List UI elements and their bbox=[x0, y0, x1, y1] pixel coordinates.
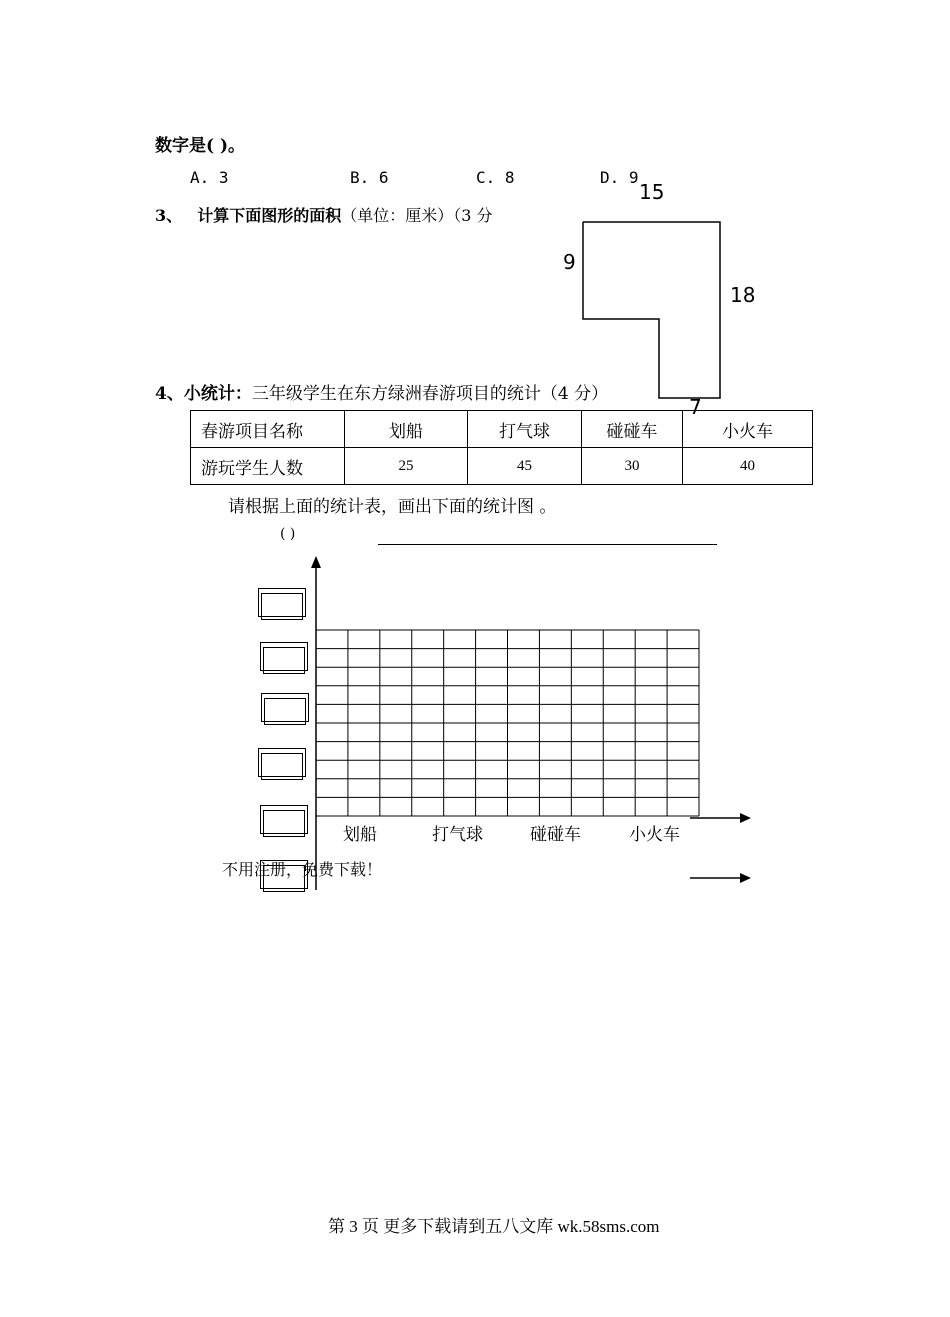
watermark-text: 不用注册，免费下载！ bbox=[222, 860, 383, 879]
table-cell: 45 bbox=[468, 448, 582, 485]
q2-tail: 数字是( )。 bbox=[155, 136, 246, 156]
category-label: 打气球 bbox=[432, 825, 483, 845]
dim-right: 18 bbox=[730, 283, 756, 307]
q4-title: 4、小统计： bbox=[155, 384, 252, 404]
y-label-box bbox=[260, 805, 308, 834]
page-footer: 第 3 页 更多下载请到五八文库 wk.58sms.com bbox=[328, 1217, 660, 1236]
table-cell: 打气球 bbox=[468, 411, 582, 448]
chart-title-paren: ( ) bbox=[280, 526, 296, 542]
q4-text: 三年级学生在东方绿洲春游项目的统计（4 分） bbox=[251, 384, 609, 404]
dim-left: 9 bbox=[563, 250, 576, 274]
q4-instruction: 请根据上面的统计表，画出下面的统计图 。 bbox=[228, 497, 557, 517]
y-label-box bbox=[258, 748, 306, 777]
y-label-box bbox=[260, 642, 308, 671]
y-label-box bbox=[261, 693, 309, 722]
dim-top: 15 bbox=[639, 180, 665, 204]
q2-option-a: A. 3 bbox=[190, 168, 229, 187]
table-cell: 30 bbox=[582, 448, 683, 485]
table-cell: 小火车 bbox=[683, 411, 813, 448]
dim-bottom: 7 bbox=[689, 395, 702, 419]
q2-option-b: B. 6 bbox=[350, 168, 389, 187]
table-cell: 游玩学生人数 bbox=[191, 448, 345, 485]
table-cell: 25 bbox=[345, 448, 468, 485]
table-cell: 划船 bbox=[345, 411, 468, 448]
table-cell: 春游项目名称 bbox=[191, 411, 345, 448]
category-label: 小火车 bbox=[629, 825, 680, 845]
q3-rest-text: （单位：厘米）（3 分 bbox=[341, 206, 493, 225]
q2-option-d: D. 9 bbox=[600, 168, 639, 187]
table-cell: 40 bbox=[683, 448, 813, 485]
category-label: 划船 bbox=[343, 825, 377, 845]
q3-bold-text: 计算下面图形的面积 bbox=[197, 206, 342, 225]
q3-number: 3、 bbox=[155, 206, 183, 225]
category-label: 碰碰车 bbox=[530, 825, 581, 845]
q2-option-c: C. 8 bbox=[476, 168, 515, 187]
table-cell: 碰碰车 bbox=[582, 411, 683, 448]
y-label-box bbox=[258, 588, 306, 617]
